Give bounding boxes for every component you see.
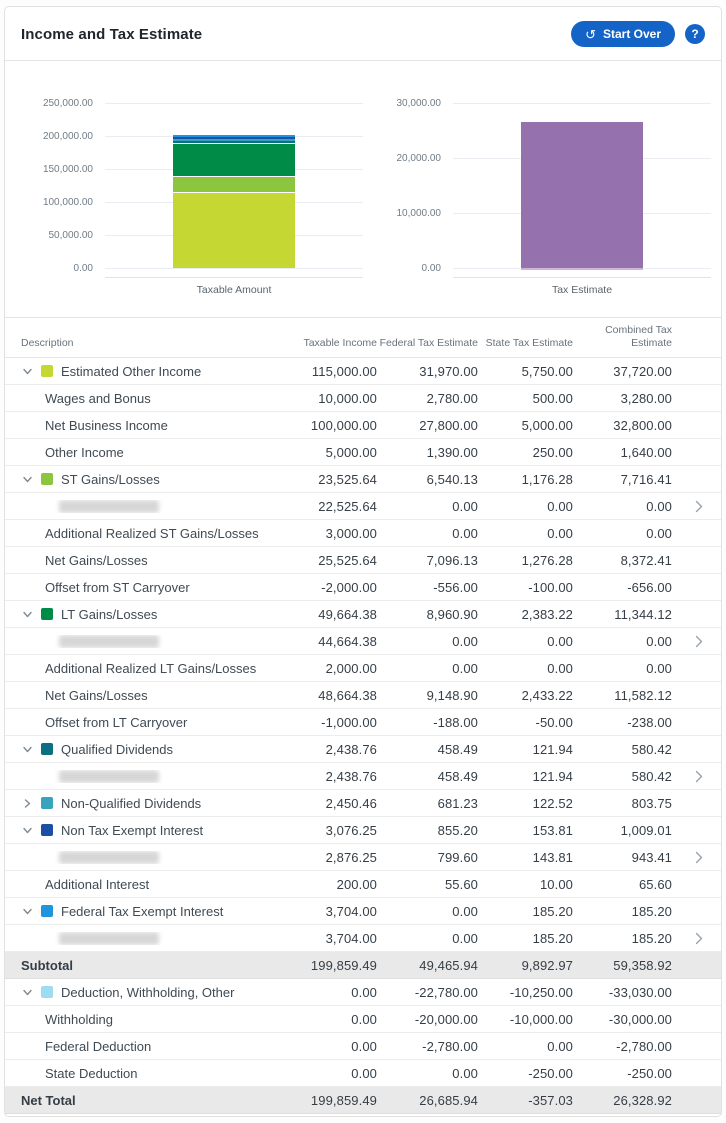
y-axis-tick-label: 30,000.00 xyxy=(396,98,441,109)
description-cell xyxy=(21,635,281,648)
description-cell xyxy=(21,823,281,838)
value-cell: 115,000.00 xyxy=(311,363,377,379)
value-cell: 0.00 xyxy=(452,633,478,649)
value-cell: 49,664.38 xyxy=(318,606,377,622)
table-row xyxy=(5,601,721,628)
description-cell xyxy=(21,851,281,864)
value-cell: 0.00 xyxy=(547,1038,573,1054)
legend-swatch xyxy=(41,986,53,998)
value-cell: 943.41 xyxy=(631,849,672,865)
column-header-state-tax-estimate: State Tax Estimate xyxy=(485,336,573,349)
description-cell xyxy=(21,553,281,568)
redacted-account-name xyxy=(59,932,159,945)
value-cell: 121.94 xyxy=(532,768,573,784)
axis-floor-line xyxy=(105,277,363,278)
value-cell: 0.00 xyxy=(646,633,672,649)
value-cell: 26,685.94 xyxy=(419,1092,478,1108)
value-cell: 580.42 xyxy=(631,768,672,784)
estimate-table xyxy=(5,317,721,1114)
table-row xyxy=(5,925,721,952)
value-cell: -22,780.00 xyxy=(414,984,478,1000)
column-header-taxable-income: Taxable Income xyxy=(303,336,377,349)
redacted-account-name xyxy=(59,851,159,864)
value-cell: 121.94 xyxy=(532,741,573,757)
description-cell xyxy=(21,932,281,945)
table-row xyxy=(5,1033,721,1060)
value-cell: 0.00 xyxy=(547,498,573,514)
start-over-button[interactable] xyxy=(571,21,675,47)
value-cell: 250.00 xyxy=(532,444,573,460)
description-cell xyxy=(21,770,281,783)
restore-icon: ↺ xyxy=(585,26,596,42)
tax-estimate-chart xyxy=(363,98,711,303)
row-label: Offset from LT Carryover xyxy=(45,714,188,730)
table-row xyxy=(5,682,721,709)
value-cell: 10.00 xyxy=(539,876,573,892)
y-axis-tick-label: 250,000.00 xyxy=(42,98,93,109)
charts-section xyxy=(5,61,721,303)
value-cell: 3,704.00 xyxy=(325,903,377,919)
value-cell: 500.00 xyxy=(532,390,573,406)
bar-segment-non-qualified-dividends xyxy=(173,139,295,141)
value-cell: 0.00 xyxy=(547,525,573,541)
row-label: Net Gains/Losses xyxy=(45,552,148,568)
row-label: Offset from ST Carryover xyxy=(45,579,190,595)
y-axis-tick-label: 150,000.00 xyxy=(42,164,93,175)
value-cell: 1,009.01 xyxy=(620,822,672,838)
value-cell: -20,000.00 xyxy=(414,1011,478,1027)
row-label: Net Total xyxy=(21,1092,76,1108)
value-cell: 55.60 xyxy=(444,876,478,892)
table-row xyxy=(5,1060,721,1087)
table-row xyxy=(5,763,721,790)
value-cell: 0.00 xyxy=(351,1011,377,1027)
table-body xyxy=(5,358,721,1114)
value-cell: 8,960.90 xyxy=(426,606,478,622)
row-detail-chevron-icon[interactable] xyxy=(672,851,705,864)
table-row xyxy=(5,817,721,844)
value-cell: 855.20 xyxy=(437,822,478,838)
row-detail-chevron-icon[interactable] xyxy=(672,500,705,513)
value-cell: 9,148.90 xyxy=(426,687,478,703)
value-cell: 10,000.00 xyxy=(318,390,377,406)
table-row xyxy=(5,520,721,547)
description-cell xyxy=(21,715,281,730)
expand-chevron-down-icon[interactable] xyxy=(21,824,33,836)
table-row xyxy=(5,385,721,412)
axis-floor-line xyxy=(453,277,711,278)
row-label: Qualified Dividends xyxy=(61,741,174,757)
legend-swatch xyxy=(41,824,53,836)
table-row xyxy=(5,871,721,898)
table-row xyxy=(5,844,721,871)
table-row xyxy=(5,898,721,925)
expand-chevron-down-icon[interactable] xyxy=(21,986,33,998)
value-cell: 49,465.94 xyxy=(419,957,478,973)
description-cell xyxy=(21,1012,281,1027)
value-cell: 0.00 xyxy=(351,1038,377,1054)
row-label: Estimated Other Income xyxy=(61,363,202,379)
description-cell xyxy=(21,445,281,460)
row-detail-chevron-icon[interactable] xyxy=(672,770,705,783)
value-cell: 31,970.00 xyxy=(419,363,478,379)
row-label: ST Gains/Losses xyxy=(61,471,160,487)
bar-segment-non-tax-exempt-interest xyxy=(173,137,295,139)
description-cell xyxy=(21,526,281,541)
column-header-combined-tax-estimate: Combined Tax Estimate xyxy=(605,323,672,349)
bar-segment-st-gains-losses xyxy=(173,176,295,192)
row-label: Other Income xyxy=(45,444,124,460)
row-detail-chevron-icon[interactable] xyxy=(672,932,705,945)
value-cell: -30,000.00 xyxy=(608,1011,672,1027)
redacted-account-name xyxy=(59,770,159,783)
description-cell xyxy=(21,688,281,703)
description-cell xyxy=(21,877,281,892)
row-label: Federal Tax Exempt Interest xyxy=(61,903,224,919)
row-label: Additional Realized ST Gains/Losses xyxy=(45,525,259,541)
value-cell: -188.00 xyxy=(433,714,478,730)
x-axis-label: Tax Estimate xyxy=(551,284,613,296)
bar-segment-lt-gains-losses xyxy=(173,143,295,176)
expand-chevron-down-icon[interactable] xyxy=(21,608,33,620)
value-cell: 9,892.97 xyxy=(521,957,573,973)
value-cell: 0.00 xyxy=(351,984,377,1000)
value-cell: 199,859.49 xyxy=(310,957,377,973)
page-title: Income and Tax Estimate xyxy=(21,25,203,43)
bar-segment-federal-tax-exempt-interest xyxy=(173,135,295,137)
value-cell: 1,176.28 xyxy=(521,471,573,487)
value-cell: 185.20 xyxy=(631,930,672,946)
value-cell: -100.00 xyxy=(528,579,573,595)
table-header-row xyxy=(5,318,721,358)
value-cell: 458.49 xyxy=(437,768,478,784)
value-cell: 2,383.22 xyxy=(521,606,573,622)
value-cell: -250.00 xyxy=(627,1065,672,1081)
value-cell: 3,280.00 xyxy=(620,390,672,406)
value-cell: 185.20 xyxy=(532,930,573,946)
value-cell: 11,582.12 xyxy=(614,687,672,703)
expand-chevron-down-icon[interactable] xyxy=(21,743,33,755)
table-row xyxy=(5,736,721,763)
description-cell xyxy=(21,904,281,919)
value-cell: 0.00 xyxy=(646,525,672,541)
legend-swatch xyxy=(41,365,53,377)
table-row xyxy=(5,493,721,520)
value-cell: 11,344.12 xyxy=(614,606,672,622)
legend-swatch xyxy=(41,797,53,809)
value-cell: 1,640.00 xyxy=(620,444,672,460)
redacted-account-name xyxy=(59,500,159,513)
value-cell: 0.00 xyxy=(646,498,672,514)
panel-header xyxy=(5,7,721,61)
total-row xyxy=(5,952,721,979)
description-cell xyxy=(21,958,281,973)
value-cell: 199,859.49 xyxy=(310,1092,377,1108)
value-cell: 3,000.00 xyxy=(325,525,377,541)
legend-swatch xyxy=(41,608,53,620)
description-cell xyxy=(21,472,281,487)
value-cell: 143.81 xyxy=(532,849,573,865)
value-cell: 200.00 xyxy=(336,876,377,892)
row-label: Withholding xyxy=(45,1011,113,1027)
value-cell: 100,000.00 xyxy=(310,417,377,433)
y-axis-tick-label: 20,000.00 xyxy=(396,153,441,164)
value-cell: 185.20 xyxy=(631,903,672,919)
row-label: LT Gains/Losses xyxy=(61,606,158,622)
y-axis-tick-label: 200,000.00 xyxy=(42,131,93,142)
table-row xyxy=(5,628,721,655)
value-cell: 0.00 xyxy=(547,660,573,676)
value-cell: -33,030.00 xyxy=(608,984,672,1000)
value-cell: -556.00 xyxy=(433,579,478,595)
value-cell: 2,876.25 xyxy=(325,849,377,865)
help-icon[interactable]: ? xyxy=(685,24,705,44)
redacted-account-name xyxy=(59,635,159,648)
total-row xyxy=(5,1087,721,1114)
value-cell: 22,525.64 xyxy=(318,498,377,514)
table-row xyxy=(5,466,721,493)
value-cell: -10,250.00 xyxy=(509,984,573,1000)
description-cell xyxy=(21,742,281,757)
value-cell: 681.23 xyxy=(437,795,478,811)
value-cell: -357.03 xyxy=(528,1092,573,1108)
value-cell: 2,438.76 xyxy=(325,768,377,784)
start-over-label: Start Over xyxy=(602,27,661,41)
value-cell: 580.42 xyxy=(631,741,672,757)
value-cell: 0.00 xyxy=(351,1065,377,1081)
value-cell: 5,750.00 xyxy=(521,363,573,379)
description-cell xyxy=(21,1039,281,1054)
value-cell: 2,450.46 xyxy=(325,795,377,811)
value-cell: 0.00 xyxy=(452,498,478,514)
table-row xyxy=(5,655,721,682)
gridline xyxy=(105,268,363,269)
value-cell: 3,076.25 xyxy=(325,822,377,838)
value-cell: 0.00 xyxy=(452,903,478,919)
bar-segment-estimated-other-income xyxy=(173,192,295,268)
value-cell: 1,390.00 xyxy=(426,444,478,460)
expand-chevron-down-icon[interactable] xyxy=(21,473,33,485)
value-cell: -250.00 xyxy=(528,1065,573,1081)
value-cell: 799.60 xyxy=(437,849,478,865)
value-cell: 2,438.76 xyxy=(325,741,377,757)
gridline xyxy=(453,103,711,104)
expand-chevron-right-icon[interactable] xyxy=(21,797,33,809)
value-cell: 0.00 xyxy=(452,660,478,676)
column-header-description: Description xyxy=(21,336,74,349)
value-cell: 32,800.00 xyxy=(613,417,672,433)
table-row xyxy=(5,1006,721,1033)
value-cell: 5,000.00 xyxy=(325,444,377,460)
value-cell: -238.00 xyxy=(627,714,672,730)
table-row xyxy=(5,547,721,574)
value-cell: 2,000.00 xyxy=(325,660,377,676)
value-cell: 153.81 xyxy=(532,822,573,838)
row-label: Subtotal xyxy=(21,957,73,973)
description-cell xyxy=(21,391,281,406)
y-axis-tick-label: 100,000.00 xyxy=(42,197,93,208)
y-axis-tick-label: 0.00 xyxy=(73,263,93,274)
value-cell: -1,000.00 xyxy=(321,714,377,730)
row-label: Wages and Bonus xyxy=(45,390,151,406)
value-cell: -2,780.00 xyxy=(422,1038,478,1054)
description-cell xyxy=(21,661,281,676)
legend-swatch xyxy=(41,905,53,917)
value-cell: 0.00 xyxy=(452,525,478,541)
income-tax-estimate-panel xyxy=(4,6,722,1117)
value-cell: 185.20 xyxy=(532,903,573,919)
value-cell: -656.00 xyxy=(627,579,672,595)
row-label: Non Tax Exempt Interest xyxy=(61,822,204,838)
value-cell: 122.52 xyxy=(532,795,573,811)
value-cell: 5,000.00 xyxy=(521,417,573,433)
value-cell: 0.00 xyxy=(547,633,573,649)
description-cell xyxy=(21,985,281,1000)
table-row xyxy=(5,574,721,601)
legend-swatch xyxy=(41,743,53,755)
row-label: Non-Qualified Dividends xyxy=(61,795,202,811)
expand-chevron-down-icon[interactable] xyxy=(21,365,33,377)
value-cell: 48,664.38 xyxy=(318,687,377,703)
value-cell: 6,540.13 xyxy=(426,471,478,487)
description-cell xyxy=(21,580,281,595)
bar-segment-state-tax-estimate xyxy=(521,268,643,270)
value-cell: 65.60 xyxy=(638,876,672,892)
value-cell: 26,328.92 xyxy=(613,1092,672,1108)
table-row xyxy=(5,790,721,817)
column-header-federal-tax-estimate: Federal Tax Estimate xyxy=(379,336,478,349)
row-label: Net Business Income xyxy=(45,417,168,433)
table-row xyxy=(5,412,721,439)
value-cell: 23,525.64 xyxy=(318,471,377,487)
value-cell: 8,372.41 xyxy=(620,552,672,568)
y-axis-tick-label: 0.00 xyxy=(421,263,441,274)
value-cell: 44,664.38 xyxy=(318,633,377,649)
value-cell: 458.49 xyxy=(437,741,478,757)
table-row xyxy=(5,358,721,385)
y-axis-tick-label: 50,000.00 xyxy=(48,230,93,241)
description-cell xyxy=(21,1066,281,1081)
legend-swatch xyxy=(41,473,53,485)
description-cell xyxy=(21,1093,281,1108)
value-cell: 37,720.00 xyxy=(613,363,672,379)
description-cell xyxy=(21,364,281,379)
bar-segment-qualified-dividends xyxy=(173,141,295,143)
y-axis-tick-label: 10,000.00 xyxy=(396,208,441,219)
description-cell xyxy=(21,418,281,433)
taxable-amount-chart xyxy=(15,98,363,303)
table-row xyxy=(5,439,721,466)
x-axis-label: Taxable Amount xyxy=(196,284,272,296)
bar-segment-federal-tax-estimate xyxy=(521,121,643,268)
value-cell: 25,525.64 xyxy=(318,552,377,568)
value-cell: 59,358.92 xyxy=(613,957,672,973)
value-cell: 0.00 xyxy=(646,660,672,676)
value-cell: 3,704.00 xyxy=(325,930,377,946)
value-cell: 7,716.41 xyxy=(620,471,672,487)
description-cell xyxy=(21,607,281,622)
row-label: Net Gains/Losses xyxy=(45,687,148,703)
expand-chevron-down-icon[interactable] xyxy=(21,905,33,917)
value-cell: 1,276.28 xyxy=(521,552,573,568)
value-cell: 0.00 xyxy=(452,1065,478,1081)
row-label: Federal Deduction xyxy=(45,1038,152,1054)
row-label: Additional Realized LT Gains/Losses xyxy=(45,660,257,676)
value-cell: 2,780.00 xyxy=(426,390,478,406)
description-cell xyxy=(21,796,281,811)
gridline xyxy=(105,103,363,104)
row-label: Deduction, Withholding, Other xyxy=(61,984,235,1000)
value-cell: 803.75 xyxy=(631,795,672,811)
value-cell: -50.00 xyxy=(535,714,573,730)
row-detail-chevron-icon[interactable] xyxy=(672,635,705,648)
description-cell xyxy=(21,500,281,513)
row-label: State Deduction xyxy=(45,1065,138,1081)
value-cell: 7,096.13 xyxy=(426,552,478,568)
row-label: Additional Interest xyxy=(45,876,150,892)
table-row xyxy=(5,709,721,736)
table-row xyxy=(5,979,721,1006)
value-cell: 2,433.22 xyxy=(521,687,573,703)
value-cell: -10,000.00 xyxy=(509,1011,573,1027)
value-cell: 27,800.00 xyxy=(419,417,478,433)
value-cell: -2,000.00 xyxy=(321,579,377,595)
value-cell: 0.00 xyxy=(452,930,478,946)
value-cell: -2,780.00 xyxy=(616,1038,672,1054)
